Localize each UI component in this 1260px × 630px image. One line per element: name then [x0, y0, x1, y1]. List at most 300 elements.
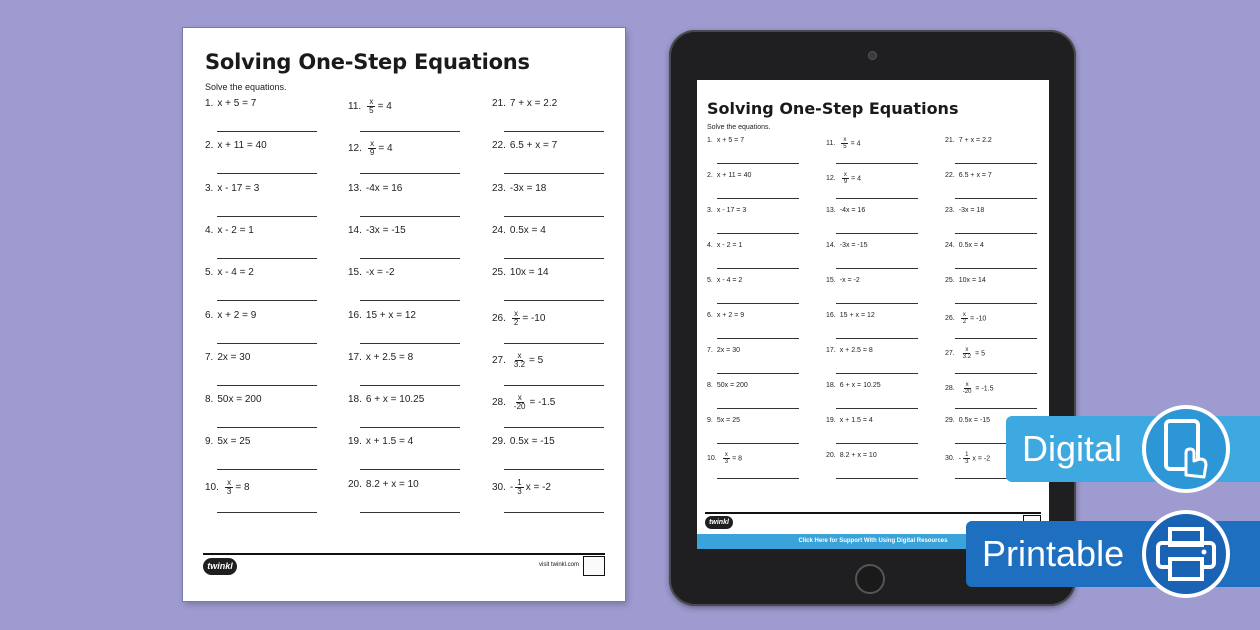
- equation-fraction: [961, 347, 973, 360]
- camera-icon: [868, 51, 877, 60]
- answer-line[interactable]: [504, 300, 604, 301]
- equation-text: -x = -2: [839, 277, 860, 284]
- question-21: [492, 98, 557, 109]
- question-18: [826, 382, 881, 389]
- answer-line[interactable]: [836, 198, 918, 199]
- answer-line[interactable]: [504, 385, 604, 386]
- question-5: [707, 277, 742, 284]
- question-number: 1.: [205, 98, 214, 109]
- fraction-denominator: 5: [843, 144, 847, 150]
- question-20: [348, 479, 419, 490]
- fraction-denominator: -20: [513, 402, 526, 412]
- question-8: [707, 382, 748, 389]
- equation-text: 5x = 25: [217, 436, 251, 448]
- question-3: [205, 183, 259, 194]
- question-17: [826, 347, 873, 354]
- answer-line[interactable]: [955, 233, 1037, 234]
- equation-rest: = 4: [851, 175, 862, 183]
- answer-line[interactable]: [504, 343, 604, 344]
- answer-line[interactable]: [217, 512, 317, 513]
- question-number: 15.: [348, 267, 362, 279]
- equation-fraction: [512, 352, 527, 369]
- equation-text: -3x = -15: [365, 224, 406, 236]
- question-number: 2.: [205, 140, 214, 152]
- question-number: 7.: [707, 347, 713, 354]
- answer-line[interactable]: [955, 303, 1037, 304]
- equation-rest: = -1.5: [529, 397, 556, 409]
- question-number: 26.: [492, 312, 506, 324]
- question-number: 2.: [707, 172, 713, 179]
- question-number: 15.: [826, 277, 836, 284]
- question-number: 9.: [707, 417, 713, 424]
- equation-fraction: [225, 479, 233, 496]
- equation-text: 0.5x = -15: [509, 436, 555, 448]
- question-15: [348, 267, 395, 278]
- question-16: [348, 310, 416, 321]
- fraction-numerator: x: [517, 350, 522, 360]
- question-14: [826, 242, 868, 249]
- fraction-numerator: 1: [517, 477, 522, 487]
- equation-text: x + 2.5 = 8: [839, 347, 873, 354]
- fraction-denominator: 3: [724, 459, 729, 465]
- question-23: [492, 183, 546, 194]
- equation-text: -3x = -15: [839, 242, 868, 249]
- question-27: [945, 347, 985, 360]
- question-number: 17.: [826, 347, 836, 354]
- question-number: 8.: [707, 382, 713, 389]
- question-13: [348, 183, 402, 194]
- equation-rest: = 5: [529, 354, 544, 366]
- fraction-denominator: 3.2: [962, 354, 972, 360]
- question-number: 22.: [492, 140, 506, 152]
- equation-text: 0.5x = 4: [509, 224, 546, 236]
- answer-line[interactable]: [217, 131, 317, 132]
- equation-text: x - 2 = 1: [716, 242, 743, 249]
- answer-line[interactable]: [217, 469, 317, 470]
- equation-text: 2x = 30: [716, 347, 741, 354]
- tablet-twinkl-logo: twinkl: [705, 516, 733, 529]
- fraction-denominator: 9: [369, 148, 375, 158]
- answer-line[interactable]: [360, 512, 460, 513]
- footer-divider: [203, 553, 605, 555]
- answer-line[interactable]: [360, 469, 460, 470]
- equation-text: x + 5 = 7: [217, 98, 257, 109]
- worksheet-title: Solving One-Step Equations: [205, 50, 530, 74]
- equation-text: 8.2 + x = 10: [365, 478, 419, 490]
- equation-text: -x = -2: [365, 267, 395, 279]
- question-column-3: [492, 98, 620, 538]
- tablet-question-columns: [707, 137, 1047, 497]
- fraction-numerator: x: [843, 137, 847, 143]
- fraction-denominator: 9: [843, 179, 848, 185]
- answer-line[interactable]: [836, 163, 918, 164]
- equation-rest: x = -2: [972, 455, 991, 463]
- question-29: [945, 417, 990, 424]
- question-6: [205, 310, 256, 321]
- question-number: 23.: [492, 182, 506, 194]
- answer-line[interactable]: [504, 173, 604, 174]
- question-number: 21.: [945, 137, 955, 144]
- equation-rest: = 4: [377, 101, 392, 113]
- equation-rest: = -10: [522, 312, 546, 324]
- answer-line[interactable]: [360, 343, 460, 344]
- answer-line[interactable]: [717, 338, 799, 339]
- equation-fraction: [512, 310, 520, 327]
- question-10: [707, 452, 742, 465]
- fraction-denominator: 5: [369, 106, 374, 115]
- question-number: 28.: [492, 397, 506, 409]
- fraction-denominator: 3: [226, 486, 232, 496]
- question-24: [945, 242, 984, 249]
- answer-line[interactable]: [717, 233, 799, 234]
- equation-text: 2x = 30: [217, 351, 251, 363]
- tablet-worksheet-title: Solving One-Step Equations: [707, 99, 959, 118]
- twinkl-logo: twinkl: [203, 558, 237, 575]
- answer-line[interactable]: [504, 469, 604, 470]
- question-7: [707, 347, 740, 354]
- answer-line[interactable]: [217, 258, 317, 259]
- answer-line[interactable]: [504, 258, 604, 259]
- question-2: [205, 140, 267, 151]
- equation-prefix: -: [958, 455, 962, 463]
- equation-text: x - 4 = 2: [716, 277, 743, 284]
- equation-text: -4x = 16: [839, 207, 866, 214]
- equation-text: x - 17 = 3: [217, 182, 260, 194]
- equation-text: x - 2 = 1: [217, 224, 254, 236]
- fraction-denominator: 3.2: [513, 359, 526, 369]
- question-number: 16.: [348, 309, 362, 321]
- question-19: [348, 436, 413, 447]
- question-number: 11.: [348, 101, 362, 113]
- worksheet-instruction: Solve the equations.: [205, 82, 287, 92]
- printed-worksheet: [183, 28, 625, 601]
- question-number: 16.: [826, 312, 836, 319]
- question-10: [205, 479, 250, 496]
- question-number: 5.: [707, 277, 713, 284]
- question-number: 18.: [826, 382, 836, 389]
- equation-text: 7 + x = 2.2: [509, 98, 558, 109]
- equation-text: x + 11 = 40: [716, 172, 752, 179]
- question-7: [205, 352, 250, 363]
- answer-line[interactable]: [217, 216, 317, 217]
- question-25: [492, 267, 549, 278]
- answer-line[interactable]: [955, 268, 1037, 269]
- equation-rest: = 4: [850, 140, 861, 148]
- fraction-numerator: x: [227, 477, 232, 487]
- question-number: 27.: [492, 354, 506, 366]
- question-number: 21.: [492, 98, 506, 109]
- equation-fraction: [841, 137, 848, 150]
- question-number: 13.: [826, 207, 836, 214]
- answer-line[interactable]: [836, 443, 918, 444]
- question-column-2: [348, 98, 476, 538]
- equation-prefix: -: [509, 481, 514, 493]
- answer-line[interactable]: [504, 512, 604, 513]
- equation-fraction: [963, 452, 970, 465]
- answer-line[interactable]: [217, 343, 317, 344]
- answer-line[interactable]: [504, 427, 604, 428]
- question-6: [707, 312, 744, 319]
- fraction-denominator: 3: [517, 486, 522, 496]
- answer-line[interactable]: [217, 173, 317, 174]
- question-number: 3.: [205, 182, 214, 194]
- question-24: [492, 225, 546, 236]
- question-20: [826, 452, 877, 459]
- question-28: [945, 382, 994, 395]
- equation-fraction: [515, 479, 523, 496]
- question-9: [707, 417, 740, 424]
- equation-text: x + 2 = 9: [217, 309, 257, 321]
- question-number: 30.: [945, 455, 955, 463]
- fraction-denominator: 2: [513, 317, 519, 327]
- equation-text: x - 17 = 3: [716, 207, 747, 214]
- tablet-device: [669, 30, 1076, 606]
- answer-line[interactable]: [836, 478, 918, 479]
- question-14: [348, 225, 406, 236]
- question-22: [945, 172, 992, 179]
- question-number: 6.: [205, 309, 214, 321]
- answer-line[interactable]: [836, 233, 918, 234]
- question-number: 24.: [945, 242, 955, 249]
- equation-text: x - 4 = 2: [217, 267, 254, 279]
- equation-fraction: [961, 312, 968, 325]
- question-number: 19.: [348, 436, 362, 448]
- answer-line[interactable]: [836, 268, 918, 269]
- equation-rest: = 8: [732, 455, 743, 463]
- question-8: [205, 394, 262, 405]
- answer-line[interactable]: [717, 478, 799, 479]
- equation-text: 0.5x = 4: [958, 242, 984, 249]
- question-1: [205, 98, 256, 109]
- equation-fraction: [512, 394, 528, 411]
- question-number: 8.: [205, 394, 214, 406]
- answer-line[interactable]: [717, 408, 799, 409]
- question-15: [826, 277, 860, 284]
- question-number: 4.: [707, 242, 713, 249]
- question-number: 10.: [205, 481, 219, 493]
- question-number: 20.: [826, 452, 836, 459]
- question-number: 19.: [826, 417, 836, 424]
- question-number: 4.: [205, 224, 214, 236]
- home-button[interactable]: [855, 564, 885, 594]
- equation-fraction: [367, 98, 375, 115]
- question-12: [348, 140, 393, 157]
- answer-line[interactable]: [360, 131, 460, 132]
- answer-line[interactable]: [217, 385, 317, 386]
- question-4: [707, 242, 742, 249]
- question-number: 5.: [205, 267, 214, 279]
- question-27: [492, 352, 543, 369]
- question-number: 17.: [348, 351, 362, 363]
- answer-line[interactable]: [717, 268, 799, 269]
- question-columns: [205, 98, 615, 538]
- question-29: [492, 436, 555, 447]
- answer-line[interactable]: [717, 443, 799, 444]
- question-number: 24.: [492, 224, 506, 236]
- question-13: [826, 207, 865, 214]
- question-5: [205, 267, 254, 278]
- tablet-worksheet-instruction: Solve the equations.: [707, 124, 771, 131]
- answer-line[interactable]: [717, 373, 799, 374]
- equation-rest: = -1.5: [975, 385, 994, 393]
- answer-line[interactable]: [504, 131, 604, 132]
- answer-line[interactable]: [836, 408, 918, 409]
- answer-line[interactable]: [360, 385, 460, 386]
- equation-text: x + 1.5 = 4: [839, 417, 873, 424]
- question-number: 20.: [348, 478, 362, 490]
- tablet-screen: [697, 80, 1049, 549]
- question-number: 23.: [945, 207, 955, 214]
- question-number: 14.: [348, 224, 362, 236]
- fraction-numerator: x: [369, 97, 374, 106]
- question-number: 7.: [205, 351, 214, 363]
- fraction-denominator: 2: [962, 319, 967, 325]
- fraction-numerator: x: [514, 308, 519, 318]
- question-number: 28.: [945, 385, 955, 393]
- question-number: 9.: [205, 436, 214, 448]
- equation-text: x + 2.5 = 8: [365, 351, 414, 363]
- equation-text: 10x = 14: [958, 277, 986, 284]
- question-9: [205, 436, 250, 447]
- answer-line[interactable]: [955, 163, 1037, 164]
- tablet-question-column-2: [826, 137, 931, 497]
- question-number: 1.: [707, 137, 713, 144]
- equation-rest: x = -2: [525, 481, 551, 493]
- question-28: [492, 394, 555, 411]
- answer-line[interactable]: [836, 303, 918, 304]
- question-4: [205, 225, 254, 236]
- answer-line[interactable]: [955, 408, 1037, 409]
- question-11: [348, 98, 392, 115]
- question-2: [707, 172, 751, 179]
- question-22: [492, 140, 557, 151]
- fraction-numerator: x: [965, 347, 969, 353]
- answer-line[interactable]: [955, 338, 1037, 339]
- tablet-question-column-1: [707, 137, 812, 497]
- equation-text: -4x = 16: [365, 182, 403, 194]
- equation-text: -3x = 18: [958, 207, 985, 214]
- equation-text: 5x = 25: [716, 417, 741, 424]
- equation-text: 6.5 + x = 7: [509, 140, 558, 152]
- question-17: [348, 352, 413, 363]
- tablet-footer-divider: [705, 512, 1041, 514]
- equation-text: x + 11 = 40: [217, 140, 267, 152]
- answer-line[interactable]: [360, 173, 460, 174]
- question-number: 12.: [826, 175, 836, 183]
- equation-text: 15 + x = 12: [839, 312, 875, 319]
- equation-fraction: [368, 140, 376, 157]
- answer-line[interactable]: [955, 373, 1037, 374]
- equation-text: 6 + x = 10.25: [839, 382, 881, 389]
- answer-line[interactable]: [360, 427, 460, 428]
- question-30: [945, 452, 990, 465]
- equation-text: 10x = 14: [509, 267, 549, 279]
- question-12: [826, 172, 861, 185]
- question-number: 25.: [945, 277, 955, 284]
- question-column-1: [205, 98, 333, 538]
- equation-text: 50x = 200: [716, 382, 748, 389]
- equation-text: 50x = 200: [217, 394, 262, 406]
- question-18: [348, 394, 424, 405]
- quality-seal-icon: [583, 556, 605, 576]
- question-23: [945, 207, 984, 214]
- question-number: 18.: [348, 394, 362, 406]
- question-11: [826, 137, 861, 150]
- question-number: 25.: [492, 267, 506, 279]
- equation-text: x + 5 = 7: [716, 137, 745, 144]
- answer-line[interactable]: [955, 198, 1037, 199]
- fraction-numerator: 1: [965, 452, 969, 458]
- equation-rest: = 4: [378, 143, 393, 155]
- question-30: [492, 479, 551, 496]
- equation-text: x + 1.5 = 4: [365, 436, 414, 448]
- printable-badge-label: Printable: [982, 533, 1125, 574]
- fraction-denominator: -20: [962, 389, 972, 395]
- question-number: 3.: [707, 207, 713, 214]
- question-number: 14.: [826, 242, 836, 249]
- fraction-numerator: x: [517, 393, 522, 403]
- equation-text: x + 2 = 9: [716, 312, 745, 319]
- fraction-numerator: x: [962, 312, 966, 318]
- answer-line[interactable]: [360, 216, 460, 217]
- question-16: [826, 312, 875, 319]
- printer-icon: [1142, 510, 1230, 598]
- equation-text: 6 + x = 10.25: [365, 394, 425, 406]
- answer-line[interactable]: [217, 300, 317, 301]
- question-25: [945, 277, 986, 284]
- fraction-numerator: x: [370, 139, 375, 149]
- answer-line[interactable]: [836, 373, 918, 374]
- answer-line[interactable]: [836, 338, 918, 339]
- answer-line[interactable]: [504, 216, 604, 217]
- answer-line[interactable]: [360, 258, 460, 259]
- equation-fraction: [723, 452, 730, 465]
- question-number: 22.: [945, 172, 955, 179]
- answer-line[interactable]: [217, 427, 317, 428]
- answer-line[interactable]: [717, 303, 799, 304]
- question-number: 10.: [707, 455, 717, 463]
- visit-link-text: visit twinkl.com: [538, 562, 579, 568]
- equation-rest: = -10: [970, 315, 987, 323]
- equation-rest: = 5: [975, 350, 986, 358]
- question-number: 29.: [492, 436, 506, 448]
- fraction-denominator: 3: [965, 459, 969, 465]
- question-number: 12.: [348, 143, 362, 155]
- answer-line[interactable]: [717, 198, 799, 199]
- question-1: [707, 137, 744, 144]
- equation-text: -3x = 18: [509, 182, 547, 194]
- fraction-numerator: x: [843, 172, 847, 178]
- equation-rest: = 8: [235, 481, 250, 493]
- question-21: [945, 137, 992, 144]
- fraction-numerator: x: [965, 382, 969, 388]
- question-number: 26.: [945, 315, 955, 323]
- question-number: 27.: [945, 350, 955, 358]
- digital-support-link[interactable]: Click Here for Support With Using Digital Resources: [697, 534, 1049, 549]
- equation-text: 6.5 + x = 7: [958, 172, 992, 179]
- tablet-touch-icon: [1142, 405, 1230, 493]
- fraction-numerator: x: [724, 452, 728, 458]
- question-19: [826, 417, 873, 424]
- question-number: 11.: [826, 140, 836, 148]
- question-26: [492, 310, 545, 327]
- question-number: 30.: [492, 481, 506, 493]
- question-26: [945, 312, 986, 325]
- answer-line[interactable]: [717, 163, 799, 164]
- equation-text: 8.2 + x = 10: [839, 452, 877, 459]
- equation-text: 0.5x = -15: [958, 417, 991, 424]
- answer-line[interactable]: [360, 300, 460, 301]
